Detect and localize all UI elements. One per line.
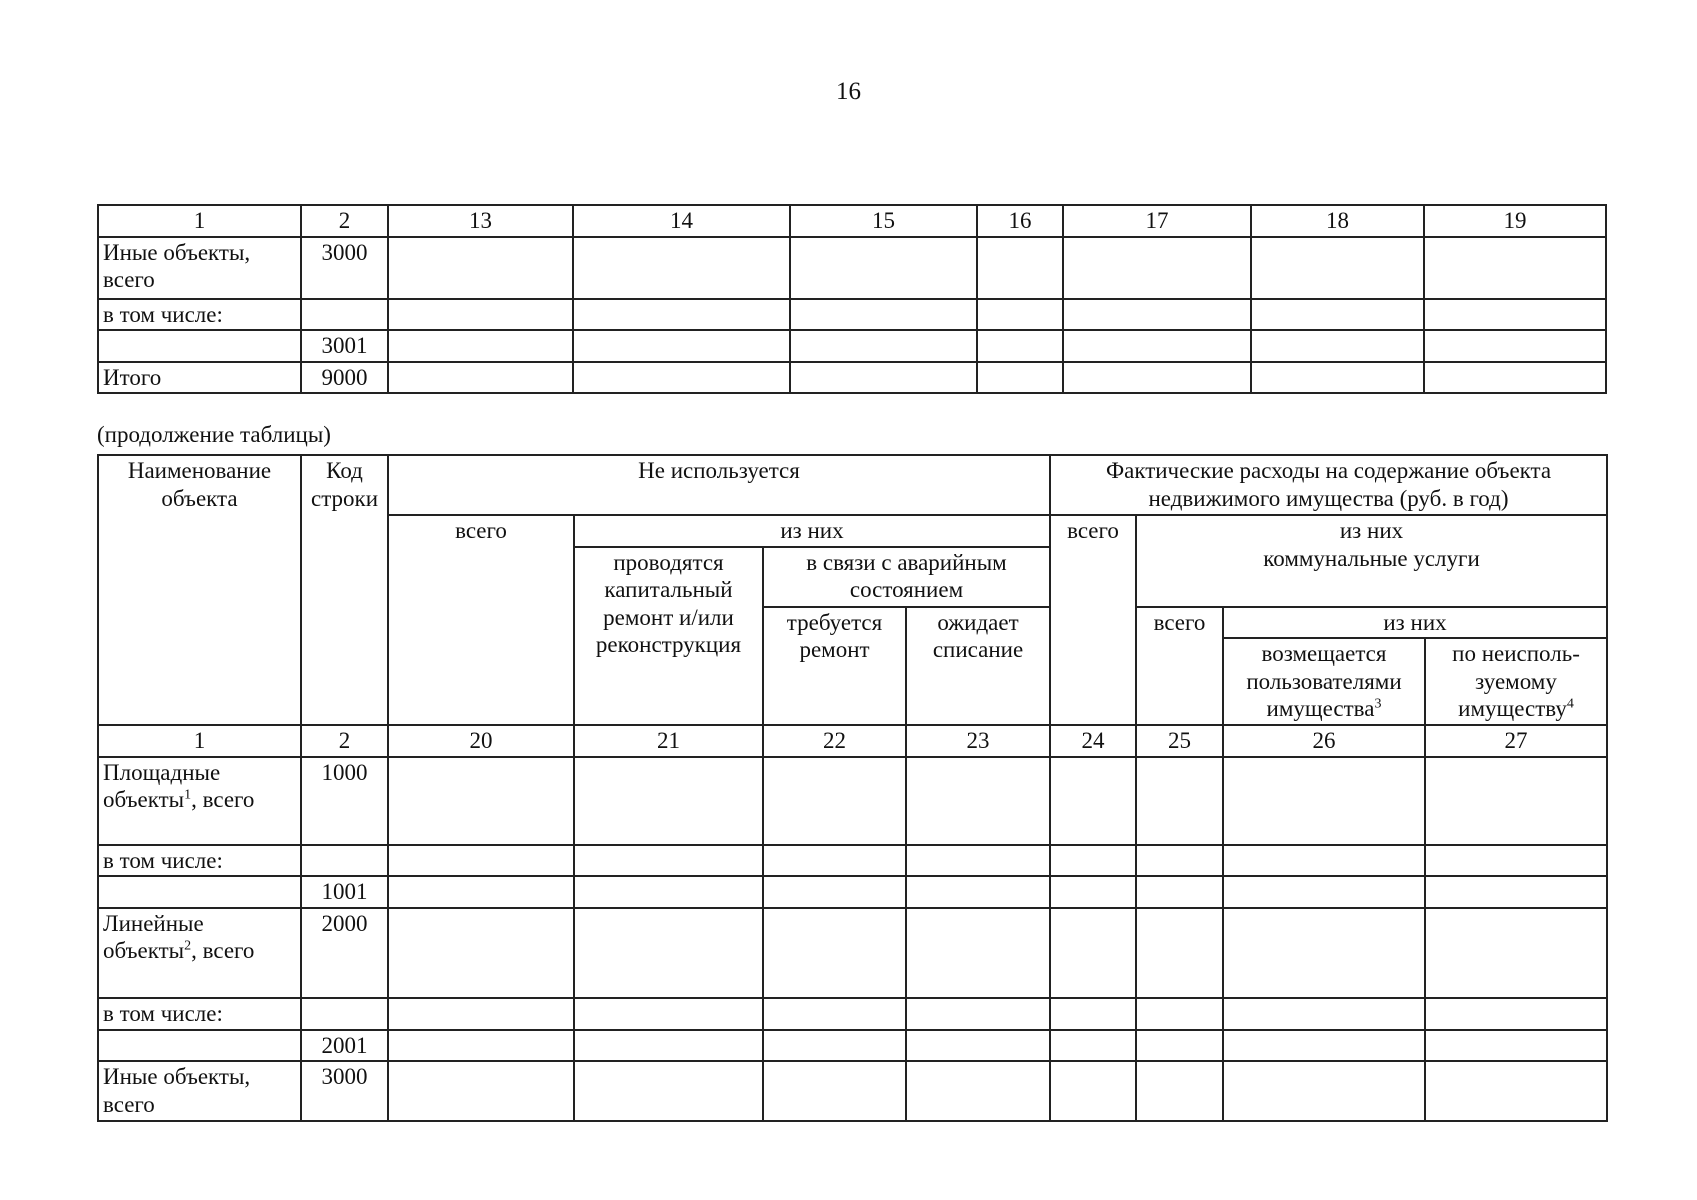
page-number: 16 [836, 78, 861, 105]
data-cell [1050, 845, 1136, 877]
column-number: 22 [763, 725, 906, 757]
table-row [98, 908, 1607, 998]
data-cell [1424, 362, 1606, 394]
column-number: 1 [98, 725, 301, 757]
column-number: 24 [1050, 725, 1136, 757]
data-cell [763, 845, 906, 877]
column-number: 1 [98, 205, 301, 237]
row-name [98, 876, 301, 908]
table-row [98, 330, 1606, 362]
data-cell [763, 1061, 906, 1120]
header-not-used: Не используется [388, 455, 1050, 515]
data-cell [1136, 757, 1223, 845]
header-repair-needed: требуется ремонт [763, 607, 906, 725]
data-cell [1050, 1030, 1136, 1062]
row-name-text: Линейные объекты [103, 910, 204, 964]
data-cell [1223, 998, 1425, 1030]
data-cell [1050, 908, 1136, 998]
header-reimbursed-label: возмещается пользователями имущества [1246, 641, 1402, 722]
data-cell [574, 876, 763, 908]
data-cell [388, 876, 574, 908]
header-unused-property-label: по неисполь-зуемому имуществу [1452, 641, 1580, 722]
row-name: Иные объекты, всего [98, 1061, 301, 1120]
column-number: 18 [1251, 205, 1424, 237]
data-cell [790, 362, 977, 394]
row-name: в том числе: [98, 299, 301, 331]
row-code: 1000 [301, 757, 388, 845]
row-name: в том числе: [98, 998, 301, 1030]
table-row [98, 1061, 1607, 1120]
data-cell [1223, 1061, 1425, 1120]
header-capital-repair: проводятся капитальный ремонт и/или реконструкция [574, 547, 763, 725]
header-emergency: в связи с аварийным состоянием [763, 547, 1050, 607]
row-name [98, 1030, 301, 1062]
data-cell [388, 998, 574, 1030]
data-cell [388, 1030, 574, 1062]
data-cell [906, 1061, 1050, 1120]
table-row [98, 757, 1607, 845]
data-cell [1424, 330, 1606, 362]
row-code: 3000 [301, 237, 388, 299]
data-cell [1251, 362, 1424, 394]
data-cell [1223, 1030, 1425, 1062]
header-not-used-total: всего [388, 515, 574, 725]
data-cell [790, 237, 977, 299]
table-row [98, 362, 1606, 394]
data-cell [1223, 908, 1425, 998]
top-table [97, 204, 1607, 394]
header-of-them: из них [574, 515, 1050, 547]
row-name-suffix: , всего [191, 938, 255, 964]
data-cell [1424, 299, 1606, 331]
data-cell [977, 362, 1063, 394]
data-cell [1223, 757, 1425, 845]
header-costs-total: всего [1050, 515, 1136, 725]
header-awaiting-writeoff: ожидает списание [906, 607, 1050, 725]
data-cell [763, 998, 906, 1030]
row-code [301, 299, 388, 331]
data-cell [1251, 237, 1424, 299]
data-cell [977, 330, 1063, 362]
header-reimbursed [1223, 638, 1425, 725]
data-cell [1063, 362, 1251, 394]
row-code: 2001 [301, 1030, 388, 1062]
row-name-suffix: , всего [191, 787, 255, 813]
data-cell [388, 908, 574, 998]
header-code: Код строки [301, 455, 388, 725]
data-cell [1425, 757, 1607, 845]
data-cell [1424, 237, 1606, 299]
data-cell [1251, 299, 1424, 331]
row-name [98, 757, 301, 845]
column-number-row [98, 205, 1606, 237]
header-name: Наименование объекта [98, 455, 301, 725]
row-code: 3001 [301, 330, 388, 362]
data-cell [1136, 1061, 1223, 1120]
data-cell [763, 908, 906, 998]
data-cell [388, 299, 573, 331]
data-cell [574, 845, 763, 877]
data-cell [1136, 876, 1223, 908]
column-number: 15 [790, 205, 977, 237]
data-cell [573, 362, 790, 394]
data-cell [1136, 1030, 1223, 1062]
row-name-text: Площадные объекты [103, 759, 221, 813]
data-cell [1050, 757, 1136, 845]
row-code [301, 998, 388, 1030]
data-cell [574, 998, 763, 1030]
row-code [301, 845, 388, 877]
data-cell [1425, 845, 1607, 877]
data-cell [1063, 330, 1251, 362]
column-number-row [98, 725, 1607, 757]
header-utilities-total: всего [1136, 607, 1223, 725]
header-unused-property [1425, 638, 1607, 725]
data-cell [906, 757, 1050, 845]
row-name: Итого [98, 362, 301, 394]
data-cell [1425, 998, 1607, 1030]
data-cell [1425, 908, 1607, 998]
row-code: 2000 [301, 908, 388, 998]
row-code: 9000 [301, 362, 388, 394]
data-cell [1050, 876, 1136, 908]
column-number: 19 [1424, 205, 1606, 237]
data-cell [763, 757, 906, 845]
footnote-mark: 2 [184, 938, 192, 954]
data-cell [763, 1030, 906, 1062]
row-name: в том числе: [98, 845, 301, 877]
data-cell [574, 1030, 763, 1062]
column-number: 14 [573, 205, 790, 237]
data-cell [1425, 1030, 1607, 1062]
table-row [98, 1030, 1607, 1062]
data-cell [790, 299, 977, 331]
header-row [98, 455, 1607, 515]
table-row [98, 237, 1606, 299]
continuation-note: (продолжение таблицы) [97, 422, 331, 447]
data-cell [977, 237, 1063, 299]
table-row [98, 876, 1607, 908]
data-cell [574, 908, 763, 998]
data-cell [1050, 1061, 1136, 1120]
column-number: 2 [301, 205, 388, 237]
column-number: 2 [301, 725, 388, 757]
column-number: 23 [906, 725, 1050, 757]
data-cell [573, 237, 790, 299]
data-cell [388, 330, 573, 362]
data-cell [388, 237, 573, 299]
data-cell [1136, 908, 1223, 998]
data-cell [906, 1030, 1050, 1062]
data-cell [906, 876, 1050, 908]
data-cell [388, 1061, 574, 1120]
row-name: Иные объекты, всего [98, 237, 301, 299]
column-number: 17 [1063, 205, 1251, 237]
data-cell [977, 299, 1063, 331]
data-cell [1136, 998, 1223, 1030]
data-cell [388, 757, 574, 845]
column-number: 13 [388, 205, 573, 237]
column-number: 25 [1136, 725, 1223, 757]
header-actual-costs: Фактические расходы на содержание объекта недвижимого имущества (руб. в год) [1050, 455, 1607, 515]
data-cell [1425, 1061, 1607, 1120]
table-row [98, 299, 1606, 331]
column-number: 21 [574, 725, 763, 757]
data-cell [1063, 299, 1251, 331]
data-cell [573, 330, 790, 362]
data-cell [906, 908, 1050, 998]
data-cell [1050, 998, 1136, 1030]
footnote-mark: 1 [184, 787, 192, 803]
data-cell [388, 845, 574, 877]
header-utilities-sub-of-them: из них [1223, 607, 1607, 639]
row-code: 3000 [301, 1061, 388, 1120]
column-number: 20 [388, 725, 574, 757]
header-utilities-of-them: из них [1339, 518, 1404, 543]
data-cell [388, 362, 573, 394]
table-row [98, 845, 1607, 877]
column-number: 27 [1425, 725, 1607, 757]
data-cell [1063, 237, 1251, 299]
data-cell [906, 998, 1050, 1030]
row-name [98, 908, 301, 998]
column-number: 26 [1223, 725, 1425, 757]
data-cell [1251, 330, 1424, 362]
data-cell [1136, 845, 1223, 877]
row-name [98, 330, 301, 362]
data-cell [1223, 845, 1425, 877]
bottom-table [97, 454, 1608, 1122]
footnote-mark: 3 [1374, 696, 1382, 712]
row-code: 1001 [301, 876, 388, 908]
table-row [98, 998, 1607, 1030]
data-cell [573, 299, 790, 331]
data-cell [574, 757, 763, 845]
data-cell [1425, 876, 1607, 908]
header-utilities-label: коммунальные услуги [1263, 545, 1480, 571]
footnote-mark: 4 [1566, 696, 1574, 712]
column-number: 16 [977, 205, 1063, 237]
data-cell [906, 845, 1050, 877]
data-cell [763, 876, 906, 908]
data-cell [1223, 876, 1425, 908]
data-cell [574, 1061, 763, 1120]
data-cell [790, 330, 977, 362]
header-utilities [1136, 515, 1607, 607]
